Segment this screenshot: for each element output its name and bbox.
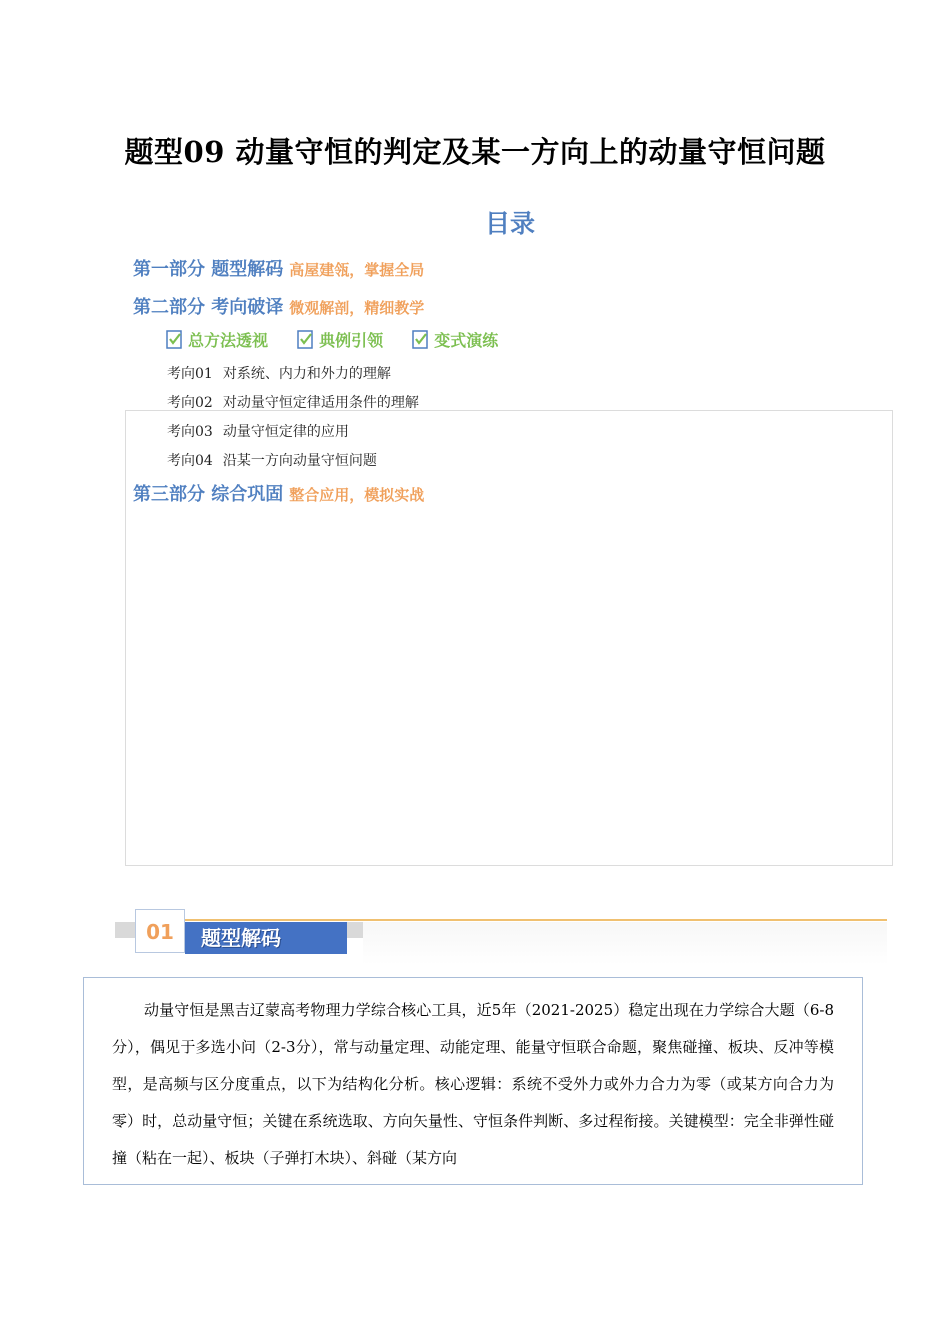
- toc-item-text: 沿某一方向动量守恒问题: [222, 453, 377, 469]
- banner-accent-right: [347, 922, 363, 938]
- toc-subsection-2[interactable]: [295, 328, 383, 351]
- checklist-icon: [295, 329, 317, 351]
- toc-part-tag: 高屋建瓴，掌握全局: [289, 261, 425, 279]
- toc-item-number: 考向03: [167, 424, 213, 440]
- toc-part-head: 第一部分 题型解码: [133, 259, 284, 280]
- checklist-icon: [410, 329, 432, 351]
- toc-subsection-label: 变式演练: [434, 331, 499, 350]
- toc-subsection-3[interactable]: [410, 328, 498, 351]
- toc-item-number: 考向01: [167, 366, 213, 382]
- toc-subsection-label: 典例引领: [319, 331, 384, 350]
- intro-paragraph: 动量守恒是黑吉辽蒙高考物理力学综合核心工具，近5年（2021-2025）稳定出现在力学综合大题（6-8分），偶见于多选小问（2-3分），常与动量定理、动能定理、能量守恒联合命题，聚焦碰撞、板块、反冲等模型，是高频与区分度重点，以下为结构化分析。核心逻辑：系统不受外力或外力合力为零（或某方向合力为零）时，总动量守恒；关键在系统选取、方向矢量性、守恒条件判断、多过程衔接。关键模型：完全非弹性碰撞（粘在一起）、板块（子弹打木块）、斜碰（某方向: [83, 977, 863, 1185]
- toc-subsection-label: 总方法透视: [188, 331, 269, 350]
- toc-item-number: 考向04: [167, 453, 213, 469]
- banner-fade: [363, 922, 887, 965]
- section-number: 01: [135, 909, 185, 953]
- section-label: 题型解码: [185, 922, 347, 954]
- banner-line: [145, 919, 887, 921]
- toc-subsection-1[interactable]: [164, 328, 268, 351]
- toc-part-3[interactable]: [133, 480, 424, 506]
- toc-part-tag: 微观解剖，精细教学: [289, 299, 425, 317]
- banner-accent-left: [115, 922, 137, 938]
- toc-item-text: 动量守恒定律的应用: [222, 424, 349, 440]
- toc-part-1[interactable]: [133, 255, 424, 281]
- toc-part-2[interactable]: [133, 293, 424, 319]
- toc-item-text: 对系统、内力和外力的理解: [222, 366, 391, 382]
- toc-item-4[interactable]: [167, 450, 377, 470]
- document-title: 题型09 动量守恒的判定及某一方向上的动量守恒问题: [124, 135, 826, 169]
- toc-part-head: 第三部分 综合巩固: [133, 484, 284, 505]
- checklist-icon: [164, 329, 186, 351]
- toc-subsections: [164, 328, 520, 355]
- toc-part-tag: 整合应用，模拟实战: [289, 486, 425, 504]
- toc-heading: 目录: [484, 209, 535, 238]
- toc-item-3[interactable]: [167, 421, 349, 441]
- toc-item-2[interactable]: [167, 392, 419, 412]
- section-banner: [115, 905, 890, 965]
- blank-frame: [125, 410, 893, 866]
- toc-item-text: 对动量守恒定律适用条件的理解: [222, 395, 419, 411]
- toc-item-number: 考向02: [167, 395, 213, 411]
- toc-item-1[interactable]: [167, 363, 391, 383]
- toc-part-head: 第二部分 考向破译: [133, 297, 284, 318]
